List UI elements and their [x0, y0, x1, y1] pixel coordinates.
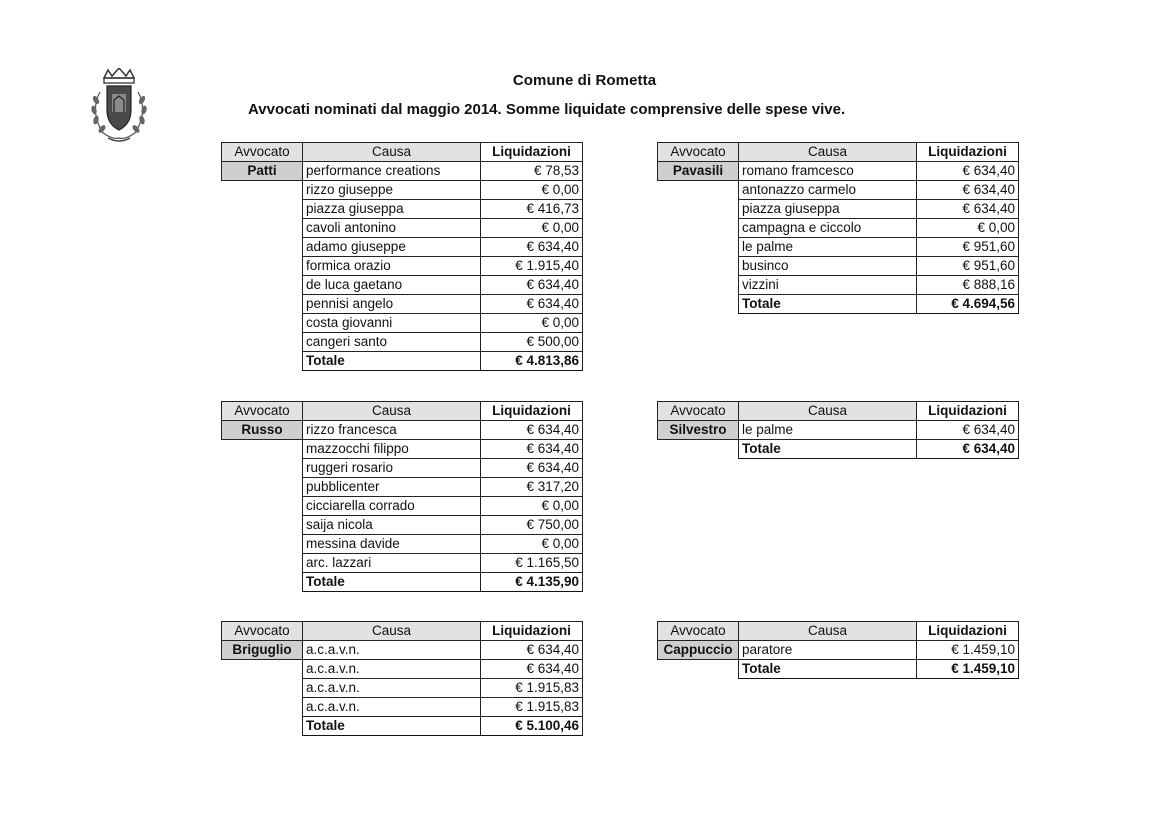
empty-cell [222, 276, 303, 295]
table-row [222, 421, 583, 440]
cause-cell: de luca gaetano [303, 276, 481, 295]
lawyer-name: Russo [222, 421, 303, 440]
column-header-causa: Causa [739, 402, 917, 421]
amount-cell: € 1.915,83 [481, 679, 583, 698]
total-label: Totale [739, 660, 917, 679]
column-header-avvocato: Avvocato [658, 622, 739, 641]
amount-cell: € 1.165,50 [481, 554, 583, 573]
empty-cell [222, 295, 303, 314]
cause-cell: pennisi angelo [303, 295, 481, 314]
cause-cell: campagna e ciccolo [739, 219, 917, 238]
table-header-row [658, 622, 1019, 641]
total-row [658, 660, 1019, 679]
empty-cell [222, 440, 303, 459]
cause-cell: piazza giuseppa [739, 200, 917, 219]
empty-cell [658, 200, 739, 219]
table-header-row [658, 143, 1019, 162]
empty-cell [658, 295, 739, 314]
cause-cell: cavoli antonino [303, 219, 481, 238]
empty-cell [222, 352, 303, 371]
amount-cell: € 1.915,83 [481, 698, 583, 717]
table-row [222, 219, 583, 238]
amount-cell: € 1.915,40 [481, 257, 583, 276]
amount-cell: € 951,60 [917, 238, 1019, 257]
column-header-liquidazioni: Liquidazioni [917, 622, 1019, 641]
table-row [222, 181, 583, 200]
table-row [222, 698, 583, 717]
table-row [222, 238, 583, 257]
empty-cell [658, 238, 739, 257]
table-row [658, 257, 1019, 276]
amount-cell: € 888,16 [917, 276, 1019, 295]
total-row [222, 573, 583, 592]
amount-cell: € 0,00 [917, 219, 1019, 238]
table-row [222, 314, 583, 333]
table-row [658, 421, 1019, 440]
lawyer-name: Briguglio [222, 641, 303, 660]
cause-cell: performance creations [303, 162, 481, 181]
amount-cell: € 634,40 [481, 459, 583, 478]
table-row [222, 641, 583, 660]
empty-cell [222, 219, 303, 238]
cause-cell: messina davide [303, 535, 481, 554]
empty-cell [658, 181, 739, 200]
amount-cell: € 0,00 [481, 535, 583, 554]
empty-cell [222, 717, 303, 736]
table-row [658, 276, 1019, 295]
empty-cell [222, 238, 303, 257]
page-subtitle: Avvocati nominati dal maggio 2014. Somme liquidate comprensive delle spese vive. [248, 101, 846, 118]
cause-cell: cangeri santo [303, 333, 481, 352]
amount-cell: € 78,53 [481, 162, 583, 181]
total-row [222, 352, 583, 371]
total-label: Totale [303, 717, 481, 736]
table-row [222, 200, 583, 219]
amount-cell: € 317,20 [481, 478, 583, 497]
empty-cell [658, 219, 739, 238]
table-header-row [222, 402, 583, 421]
amount-cell: € 634,40 [481, 660, 583, 679]
table-row [222, 478, 583, 497]
amount-cell: € 0,00 [481, 219, 583, 238]
cause-cell: piazza giuseppa [303, 200, 481, 219]
table-row [222, 276, 583, 295]
cause-cell: a.c.a.v.n. [303, 660, 481, 679]
lawyer-table-patti [221, 142, 583, 371]
empty-cell [222, 314, 303, 333]
empty-cell [222, 459, 303, 478]
table-row [658, 238, 1019, 257]
column-header-liquidazioni: Liquidazioni [917, 143, 1019, 162]
cause-cell: ruggeri rosario [303, 459, 481, 478]
table-row [658, 181, 1019, 200]
table-row [222, 679, 583, 698]
table-header-row [222, 622, 583, 641]
empty-cell [222, 497, 303, 516]
total-row [658, 295, 1019, 314]
amount-cell: € 416,73 [481, 200, 583, 219]
total-amount: € 4.813,86 [481, 352, 583, 371]
amount-cell: € 500,00 [481, 333, 583, 352]
total-amount: € 5.100,46 [481, 717, 583, 736]
column-header-liquidazioni: Liquidazioni [917, 402, 1019, 421]
total-amount: € 1.459,10 [917, 660, 1019, 679]
empty-cell [222, 535, 303, 554]
cause-cell: mazzocchi filippo [303, 440, 481, 459]
table-row [222, 516, 583, 535]
column-header-avvocato: Avvocato [222, 143, 303, 162]
column-header-causa: Causa [739, 143, 917, 162]
total-label: Totale [303, 573, 481, 592]
table-row [658, 200, 1019, 219]
table-row [222, 257, 583, 276]
cause-cell: a.c.a.v.n. [303, 698, 481, 717]
amount-cell: € 634,40 [481, 276, 583, 295]
total-row [222, 717, 583, 736]
amount-cell: € 634,40 [481, 440, 583, 459]
total-amount: € 4.135,90 [481, 573, 583, 592]
total-label: Totale [739, 295, 917, 314]
cause-cell: le palme [739, 238, 917, 257]
cause-cell: paratore [739, 641, 917, 660]
empty-cell [222, 181, 303, 200]
amount-cell: € 0,00 [481, 314, 583, 333]
table-row [658, 219, 1019, 238]
lawyer-name: Patti [222, 162, 303, 181]
column-header-avvocato: Avvocato [222, 622, 303, 641]
amount-cell: € 634,40 [481, 238, 583, 257]
cause-cell: formica orazio [303, 257, 481, 276]
empty-cell [222, 698, 303, 717]
cause-cell: rizzo francesca [303, 421, 481, 440]
cause-cell: arc. lazzari [303, 554, 481, 573]
amount-cell: € 750,00 [481, 516, 583, 535]
empty-cell [658, 660, 739, 679]
table-row [222, 497, 583, 516]
table-row [658, 641, 1019, 660]
empty-cell [222, 679, 303, 698]
empty-cell [222, 257, 303, 276]
amount-cell: € 1.459,10 [917, 641, 1019, 660]
table-row [222, 459, 583, 478]
table-row [658, 162, 1019, 181]
cause-cell: costa giovanni [303, 314, 481, 333]
table-row [222, 162, 583, 181]
column-header-liquidazioni: Liquidazioni [481, 622, 583, 641]
table-row [222, 333, 583, 352]
cause-cell: a.c.a.v.n. [303, 679, 481, 698]
column-header-liquidazioni: Liquidazioni [481, 402, 583, 421]
amount-cell: € 634,40 [917, 181, 1019, 200]
amount-cell: € 0,00 [481, 181, 583, 200]
lawyer-name: Cappuccio [658, 641, 739, 660]
lawyer-table-russo [221, 401, 583, 592]
cause-cell: cicciarella corrado [303, 497, 481, 516]
empty-cell [222, 333, 303, 352]
amount-cell: € 634,40 [917, 200, 1019, 219]
cause-cell: vizzini [739, 276, 917, 295]
lawyer-name: Pavasili [658, 162, 739, 181]
empty-cell [222, 554, 303, 573]
column-header-causa: Causa [303, 143, 481, 162]
cause-cell: rizzo giuseppe [303, 181, 481, 200]
empty-cell [222, 516, 303, 535]
empty-cell [222, 573, 303, 592]
column-header-avvocato: Avvocato [658, 402, 739, 421]
cause-cell: adamo giuseppe [303, 238, 481, 257]
cause-cell: le palme [739, 421, 917, 440]
amount-cell: € 0,00 [481, 497, 583, 516]
amount-cell: € 951,60 [917, 257, 1019, 276]
total-label: Totale [303, 352, 481, 371]
empty-cell [658, 276, 739, 295]
amount-cell: € 634,40 [917, 162, 1019, 181]
page-title: Comune di Rometta [512, 72, 657, 89]
column-header-avvocato: Avvocato [658, 143, 739, 162]
amount-cell: € 634,40 [917, 421, 1019, 440]
column-header-causa: Causa [739, 622, 917, 641]
column-header-avvocato: Avvocato [222, 402, 303, 421]
lawyer-table-silvestro [657, 401, 1019, 459]
empty-cell [222, 200, 303, 219]
lawyer-table-pavasili [657, 142, 1019, 314]
amount-cell: € 634,40 [481, 641, 583, 660]
empty-cell [222, 660, 303, 679]
lawyer-table-briguglio [221, 621, 583, 736]
total-amount: € 4.694,56 [917, 295, 1019, 314]
total-label: Totale [739, 440, 917, 459]
table-header-row [658, 402, 1019, 421]
total-row [658, 440, 1019, 459]
table-row [222, 440, 583, 459]
table-row [222, 554, 583, 573]
cause-cell: romano framcesco [739, 162, 917, 181]
lawyer-name: Silvestro [658, 421, 739, 440]
column-header-liquidazioni: Liquidazioni [481, 143, 583, 162]
total-amount: € 634,40 [917, 440, 1019, 459]
cause-cell: antonazzo carmelo [739, 181, 917, 200]
lawyer-table-cappuccio [657, 621, 1019, 679]
cause-cell: businco [739, 257, 917, 276]
table-row [222, 660, 583, 679]
table-row [222, 295, 583, 314]
cause-cell: saija nicola [303, 516, 481, 535]
column-header-causa: Causa [303, 402, 481, 421]
cause-cell: pubblicenter [303, 478, 481, 497]
amount-cell: € 634,40 [481, 295, 583, 314]
cause-cell: a.c.a.v.n. [303, 641, 481, 660]
amount-cell: € 634,40 [481, 421, 583, 440]
column-header-causa: Causa [303, 622, 481, 641]
table-header-row [222, 143, 583, 162]
table-row [222, 535, 583, 554]
empty-cell [222, 478, 303, 497]
empty-cell [658, 257, 739, 276]
empty-cell [658, 440, 739, 459]
